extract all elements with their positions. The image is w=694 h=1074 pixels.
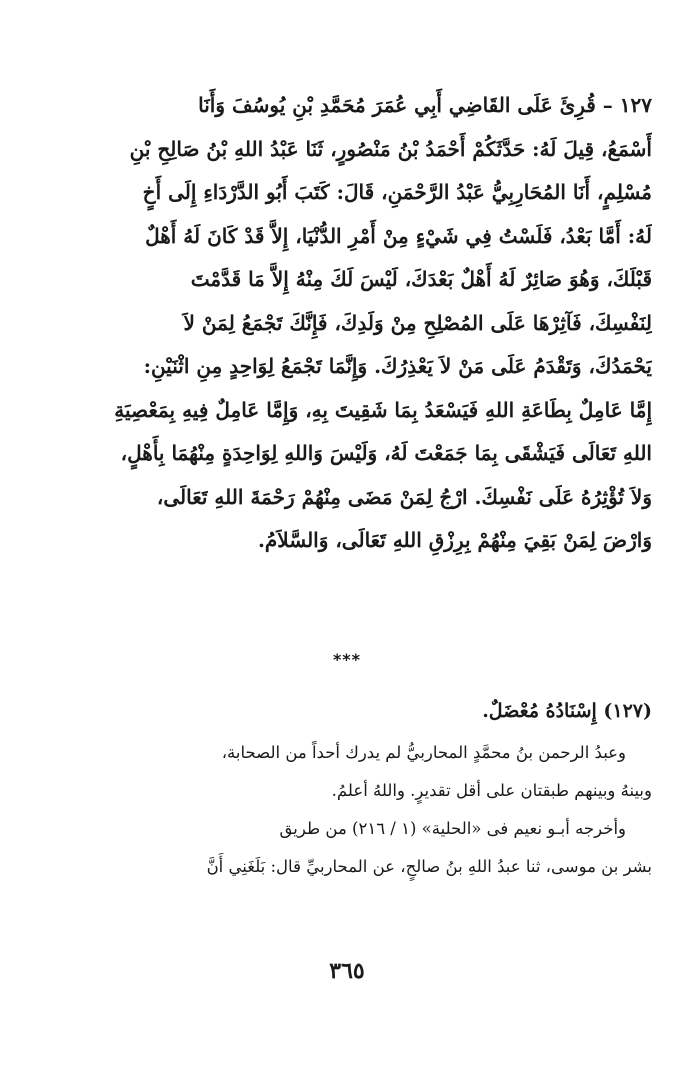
- footnotes-block: [38, 692, 652, 886]
- main-text-line: اللهِ تَعَالَى فَيَشْقَى بِمَا جَمَعْتَ لَهُ، وَلَيْسَ وَاللهِ لِوَاحِدَةٍ مِنْهُمَا بِأَهْلٍ،: [120, 441, 652, 465]
- section-separator: ***: [332, 650, 362, 669]
- main-text-block: [42, 84, 652, 563]
- footnote-line: وعبدُ الرحمن بنُ محمَّدٍ المحاربيُّ لم يدرك أحداً من الصحابة،: [221, 743, 626, 762]
- main-text-line: إِمَّا عَامِلٌ بِطَاعَةِ اللهِ فَيَسْعَدُ بِمَا شَقِيتَ بِهِ، وَإِمَّا عَامِلٌ فِيهِ بِمَعْصِيَةِ: [114, 397, 652, 422]
- main-text-line: قَبْلَكَ، وَهُوَ صَائِرٌ لَهُ أَهْلٌ بَعْدَكَ، لَيْسَ لَكَ مِنْهُ إِلاَّ مَا قَدَّمْتَ: [190, 267, 652, 291]
- main-text-line: أَسْمَعُ، قِيلَ لَهُ: حَدَّثَكُمْ أَحْمَدُ بْنُ مَنْصُورٍ، ثَنَا عَبْدُ اللهِ بْنُ صَالِحِ بْنِ: [129, 136, 652, 161]
- main-text-line: لَهُ: أَمَّا بَعْدُ، فَلَسْتُ فِي شَيْءٍ مِنْ أَمْرِ الدُّنْيَا، إِلاَّ قَدْ كَانَ لَهُ أَهْلٌ: [145, 223, 652, 248]
- main-text-line: لِنَفْسِكَ، فَآثِرْهَا عَلَى المُصْلِحِ مِنْ وَلَدِكَ، فَإِنَّكَ تَجْمَعُ لِمَنْ لاَ: [183, 310, 652, 335]
- footnote-line: بشر بن موسى، ثنا عبدُ اللهِ بنُ صالحٍ، عن المحاربيِّ قال: بَلَغَنِي أَنَّ: [206, 857, 652, 876]
- footnote-line: وأخرجه أبـو نعيم فى «الحلية» (١ / ٢١٦) من طريق: [279, 819, 626, 838]
- main-text-line: وَارْضَ لِمَنْ بَقِيَ مِنْهُمْ بِرِزْقِ اللهِ تَعَالَى، وَالسَّلاَمُ.: [257, 528, 652, 552]
- page-number: ٣٦٥: [329, 958, 365, 984]
- main-text-line: ١٢٧ – قُرِئَ عَلَى القَاضِي أَبِي عُمَرَ مُحَمَّدِ بْنِ يُوسُفَ وَأَنَا: [198, 93, 652, 117]
- main-text-line: وَلاَ تُؤْثِرُهُ عَلَى نَفْسِكَ. ارْجُ لِمَنْ مَضَى مِنْهُمْ رَحْمَةَ اللهِ تَعَالَى،: [156, 484, 652, 509]
- main-text-line: مُسْلِمٍ، أَنَا المُحَارِبِيُّ عَبْدُ الرَّحْمَنِ، قَالَ: كَتَبَ أَبُو الدَّرْدَاءِ إِلَى أَخٍ: [142, 180, 652, 204]
- footnote-heading: (١٢٧) إِسْنَادُهُ مُعْضَلٌ.: [482, 700, 652, 722]
- main-text-line: يَحْمَدُكَ، وَتَقْدَمُ عَلَى مَنْ لاَ يَعْذِرُكَ. وَإِنَّمَا تَجْمَعُ لِوَاحِدٍ مِنِ اثْنَيْنِ:: [143, 354, 652, 378]
- footnote-line: وبينهُ وبينهم طبقتان على أقل تقديرٍ. واللهُ أعلمُ.: [331, 781, 652, 800]
